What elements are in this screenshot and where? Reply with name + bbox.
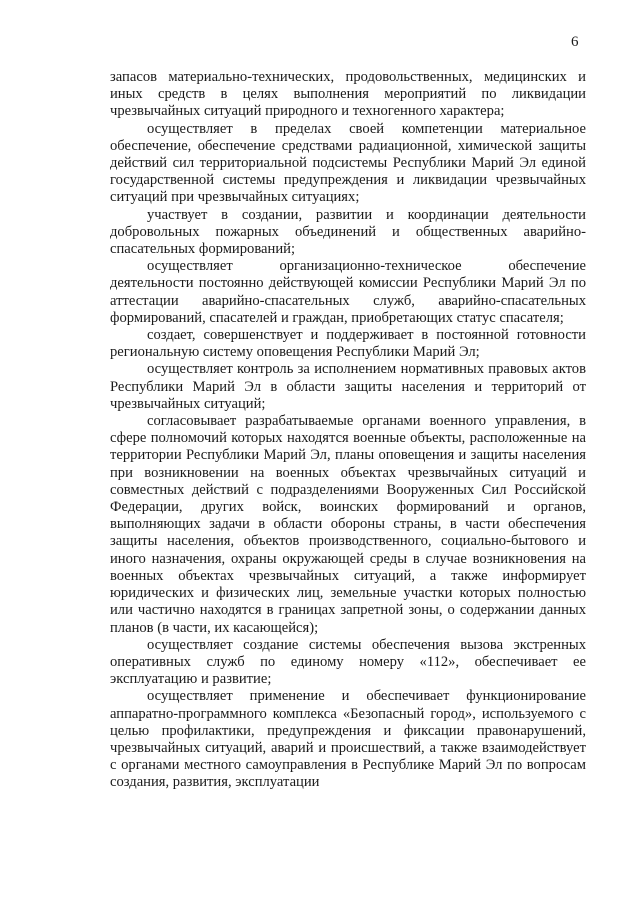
paragraph-attestation-commission: осуществляет организационно-техническое обеспечение деятельности постоянно действующей комиссии Республики Марий Эл по аттестации аварийно-спасательных служб, аварийно-спасательных формирований, спасателей и граждан, приобретающих статус спасателя; — [110, 258, 586, 326]
paragraph-warning-system: создает, совершенствует и поддерживает в постоянной готовности региональную систему оповещения Республики Марий Эл; — [110, 327, 586, 361]
paragraph-material-support: осуществляет в пределах своей компетенции материальное обеспечение, обеспечение средствами радиационной, химической защиты действий сил территориальной подсистемы Республики Марий Эл единой государственной системы предупреждения и ликвидации чрезвычайных ситуаций при чрезвычайных ситуациях; — [110, 120, 586, 206]
paragraph-control: осуществляет контроль за исполнением нормативных правовых актов Республики Марий Эл в области защиты населения и территорий от чрезвычайных ситуаций; — [110, 361, 586, 412]
paragraph-safe-city: осуществляет применение и обеспечивает функционирование аппаратно-программного комплекса «Безопасный город», используемого с целью профилактики, предупреждения и фиксации правонарушений, чрезвычайных ситуаций, аварий и происшествий, а также взаимодействует с органами местного самоуправления в Республике Марий Эл по вопросам создания, развития, эксплуатации — [110, 688, 586, 791]
document-body — [110, 69, 586, 792]
page-number: 6 — [571, 34, 579, 50]
paragraph-emergency-112: осуществляет создание системы обеспечения вызова экстренных оперативных служб по единому номеру «112», обеспечивает ее эксплуатацию и развитие; — [110, 636, 586, 688]
paragraph-military-plans: согласовывает разрабатываемые органами военного управления, в сфере полномочий которых находятся военные объекты, расположенные на территории Республики Марий Эл, планы оповещения и защиты населения при возникновении на военных объектах чрезвычайных ситуаций и совместных действий с подразделениями Вооруженных Сил Российской Федерации, других войск, воинских формирований и органов, выполняющих задачи в области обороны страны, в части обеспечения защиты населения, объектов производственного, социально-бытового и иного назначения, охраны окружающей среды в случае возникновения на военных объектах чрезвычайных ситуаций, а также информирует юридических и физических лиц, земельные участки которых полностью или частично находятся в границах запретной зоны, о содержании данных планов (в части, их касающейся); — [110, 413, 586, 636]
paragraph-continuation: запасов материально-технических, продовольственных, медицинских и иных средств в целях выполнения мероприятий по ликвидации чрезвычайных ситуаций природного и техногенного характера; — [110, 69, 586, 120]
paragraph-volunteer-fire: участвует в создании, развитии и координации деятельности добровольных пожарных объединений и общественных аварийно-спасательных формирований; — [110, 206, 586, 258]
